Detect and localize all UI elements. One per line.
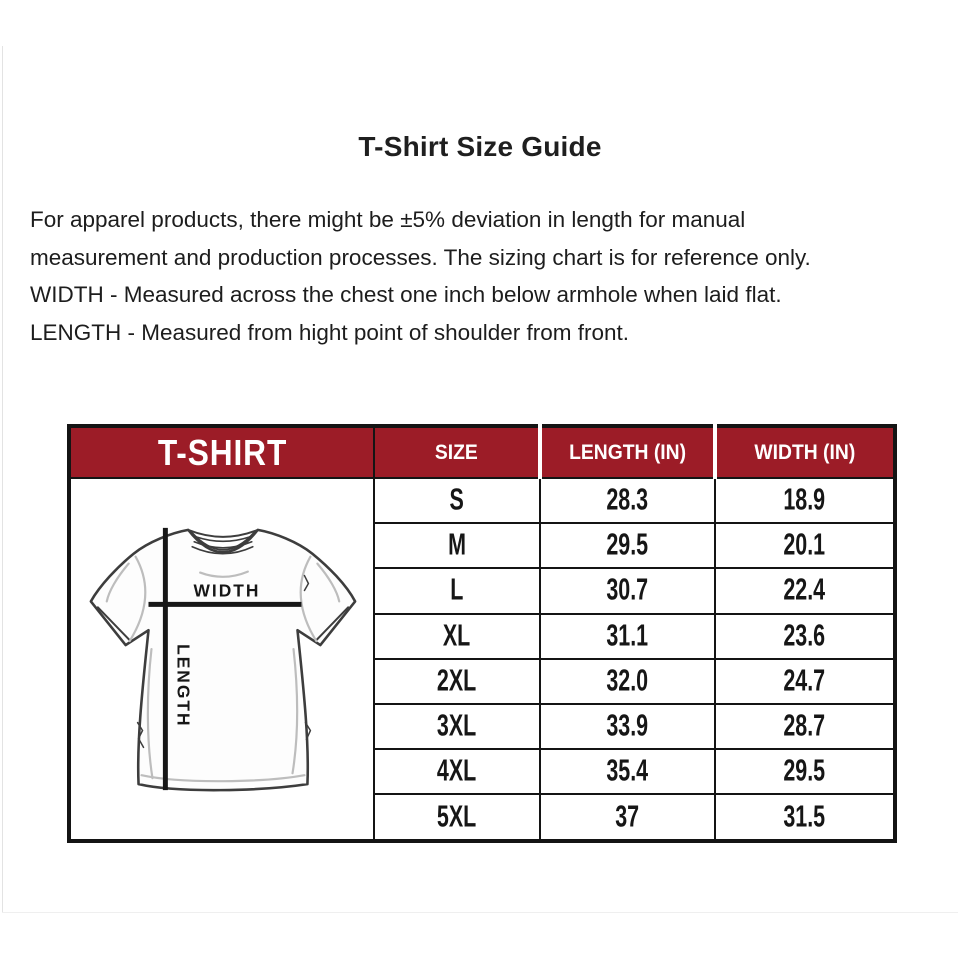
size-table [67, 424, 897, 843]
size-chart [67, 424, 897, 843]
size-cell: 5XL [374, 794, 540, 841]
size-column-header: SIZE [374, 426, 540, 478]
length-cell: 33.9 [540, 704, 715, 749]
length-cell: 30.7 [540, 568, 715, 613]
length-label: LENGTH [173, 644, 194, 728]
length-definition: LENGTH - Measured from hight point of shoulder from front. [30, 319, 629, 345]
length-cell: 31.1 [540, 614, 715, 659]
intro-text-block [30, 201, 878, 351]
tshirt-illustration-cell [69, 478, 374, 841]
width-cell: 22.4 [715, 568, 895, 613]
width-cell: 18.9 [715, 478, 895, 523]
width-cell: 29.5 [715, 749, 895, 794]
width-column-header: WIDTH (IN) [715, 426, 895, 478]
photo-edge-left [2, 46, 3, 912]
length-cell: 29.5 [540, 523, 715, 568]
header-row [69, 426, 895, 478]
size-cell: 3XL [374, 704, 540, 749]
width-cell: 24.7 [715, 659, 895, 704]
page-title: T-Shirt Size Guide [358, 130, 602, 162]
width-label: WIDTH [193, 580, 261, 601]
length-cell: 37 [540, 794, 715, 841]
size-cell: 2XL [374, 659, 540, 704]
length-cell: 32.0 [540, 659, 715, 704]
size-cell: L [374, 568, 540, 613]
size-cell: XL [374, 614, 540, 659]
tshirt-body-outline [91, 530, 355, 790]
width-cell: 31.5 [715, 794, 895, 841]
width-cell: 23.6 [715, 614, 895, 659]
width-cell: 28.7 [715, 704, 895, 749]
length-cell: 28.3 [540, 478, 715, 523]
size-cell: 4XL [374, 749, 540, 794]
tshirt-illustration [71, 479, 373, 839]
width-cell: 20.1 [715, 523, 895, 568]
size-cell: S [374, 478, 540, 523]
product-header-cell [69, 426, 374, 478]
product-label: T-SHIRT [157, 431, 287, 473]
tshirt-drawing [73, 480, 371, 838]
photo-edge-bottom [2, 912, 958, 913]
length-cell: 35.4 [540, 749, 715, 794]
size-cell: M [374, 523, 540, 568]
width-definition: WIDTH - Measured across the chest one inch below armhole when laid flat. [30, 282, 782, 307]
length-column-header: LENGTH (IN) [540, 426, 715, 478]
table-row [69, 478, 895, 523]
intro-paragraph: For apparel products, there might be ±5% deviation in length for manual measurement and production processes. The sizing chart is for reference only. [30, 207, 811, 270]
